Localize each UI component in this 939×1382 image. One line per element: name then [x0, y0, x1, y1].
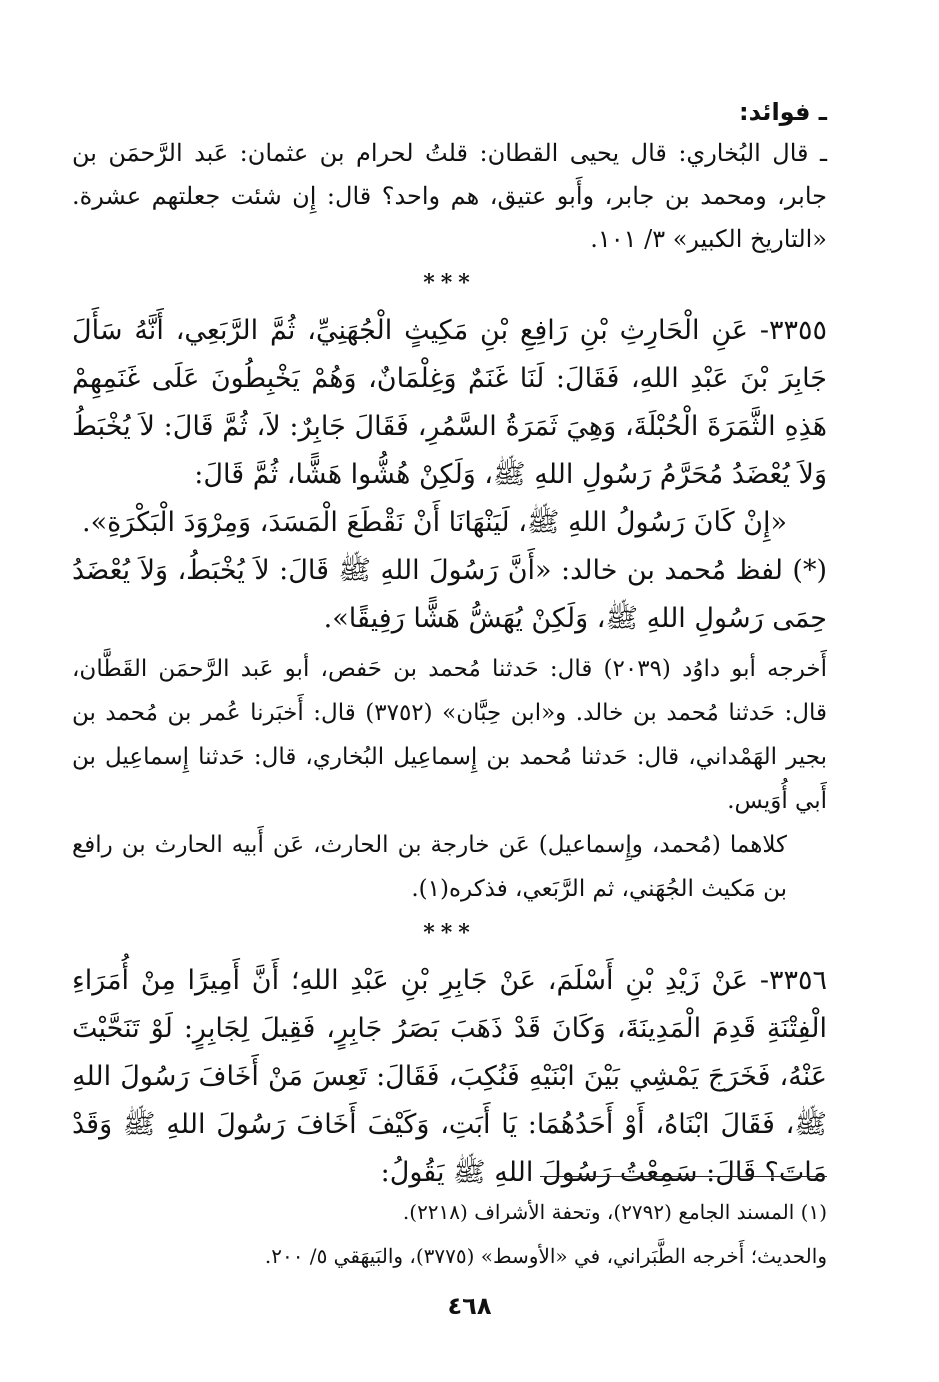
benefit-note: ـ قال البُخاري: قال يحيى القطان: قلتُ لحرام بن عثمان: عَبد الرَّحمَن بن جابر، ومحمد بن جابر، وأَبو عتيق، هم واحد؟ قال: إِن شئت جعلتهم عشرة. «التاريخ الكبير» ٣/ ١٠١.	[72, 139, 827, 253]
hadith-3356-text: ٣٣٥٦- عَنْ زَيْدِ بْنِ أَسْلَمَ، عَنْ جَابِرِ بْنِ عَبْدِ اللهِ؛ أَنَّ أَمِيرًا مِنْ أُمَرَاءِ الْفِتْنَةِ قَدِمَ الْمَدِينَةَ، وَكَانَ قَدْ ذَهَبَ بَصَرُ جَابِرٍ، فَقِيلَ لِجَابِرٍ: لَوْ تَنَحَّيْتَ عَنْهُ، فَخَرَجَ يَمْشِي بَيْنَ ابْنَيْهِ فَنُكِبَ، فَقَالَ: تَعِسَ مَنْ أَخَافَ رَسُولَ اللهِ ﷺ، فَقَالَ ابْنَاهُ، أَوْ أَحَدُهُمَا: يَا أَبَتِ، وَكَيْفَ أَخَافَ رَسُولَ اللهِ ﷺ وَقَدْ مَاتَ؟ قَالَ: سَمِعْتُ رَسُولَ اللهِ ﷺ يَقُولُ:	[72, 965, 827, 1188]
hadith-3355-text: ٣٣٥٥- عَنِ الْحَارِثِ بْنِ رَافِعِ بْنِ مَكِيثٍ الْجُهَنِيِّ، ثُمَّ الرَّبَعِي، أَنَّهُ سَأَلَ جَابِرَ بْنَ عَبْدِ اللهِ، فَقَالَ: لَنَا غَنَمٌ وَغِلْمَانٌ، وَهُمْ يَخْبِطُونَ عَلَى غَنَمِهِمْ هَذِهِ الثَّمَرَةَ الْحُبْلَةَ، وَهِيَ ثَمَرَةُ السَّمُرِ، فَقَالَ جَابِرٌ: لاَ، ثُمَّ قَالَ: لاَ يُخْبَطُ وَلاَ يُعْضَدُ مُحَرَّمُ رَسُولِ اللهِ ﷺ، وَلَكِنْ هُشُّوا هَشًّا، ثُمَّ قَالَ:	[72, 315, 827, 490]
page-number: ٤٦٨	[447, 1292, 492, 1320]
separator-stars-2: ***	[423, 920, 476, 946]
takhrij-paragraph-1: أَخرجه أبو داوُد (٢٠٣٩) قال: حَدثنا مُحمد بن حَفص، أبو عَبد الرَّحمَن القَطَّان، قال: حَدثنا مُحمد بن خالد. و«ابن حِبَّان» (٣٧٥٢) قال: أَخبَرنا عُمر بن مُحمد بن بجير الهَمْداني، قال: حَدثنا مُحمد بن إِسماعِيل البُخاري، قال: حَدثنا إِسماعِيل بن أَبي أُوَيس.	[72, 656, 827, 814]
hadith-3355-quote: «إِنْ كَانَ رَسُولُ اللهِ ﷺ، لَيَنْهَانَا أَنْ نَقْطَعَ الْمَسَدَ، وَمِرْوَدَ الْبَكْرَةِ».	[82, 507, 787, 538]
footnote-1: (١) المسند الجامع (٢٧٩٢)، وتحفة الأشراف (٢٢١٨).	[402, 1200, 827, 1224]
section-heading: ـ فوائد:	[738, 98, 827, 126]
separator-stars: ***	[423, 270, 476, 296]
hadith-3355-variant: (*) لفظ مُحمد بن خالد: «أَنَّ رَسُولَ اللهِ ﷺ قَالَ: لاَ يُخْبَطُ، وَلاَ يُعْضَدُ حِمَى رَسُولِ اللهِ ﷺ، وَلَكِنْ يُهَشُّ هَشًّا رَفِيقًا».	[72, 555, 827, 634]
footnotes	[72, 1190, 827, 1278]
page-body	[72, 92, 827, 1197]
footnote-divider	[540, 1176, 827, 1177]
takhrij-paragraph-2: كلاهما (مُحمد، وإِسماعيل) عَن خارجة بن الحارث، عَن أَبيه الحارث بن رافع بن مَكيث الجُهَني، ثم الرَّبَعي، فذكره(١).	[72, 832, 787, 902]
footnote-2: والحديث؛ أَخرجه الطَّبَراني، في «الأوسط» (٣٧٧٥)، والبَيهَقي ٥/ ٢٠٠.	[264, 1244, 827, 1268]
